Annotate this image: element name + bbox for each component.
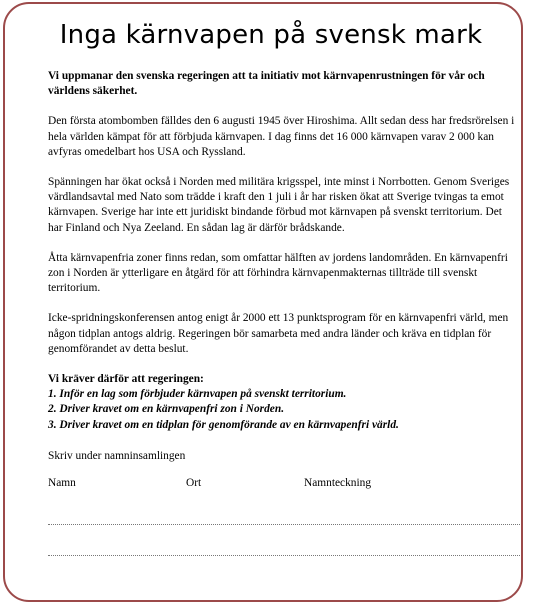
intro-paragraph: Vi uppmanar den svenska regeringen att ta initiativ mot kärnvapenrustningen för vår och världens säkerhet. [48, 70, 485, 98]
paragraph-history: Den första atombomben fälldes den 6 augusti 1945 över Hiroshima. Allt sedan dess har fredsrörelsen i hela världen kämpat för att förbjuda kärnvapen. I dag finns det 16 000 kärnvapen varav 2 000 kan avfyras omedelbart hos USA och Ryssland. [48, 115, 515, 158]
demands-heading: Vi kräver därför att regeringen: [48, 373, 204, 386]
column-name-label: Namn [48, 477, 76, 490]
petition-body [48, 69, 518, 492]
paragraph-npt: Icke-spridningskonferensen antog enigt år 2000 ett 13 punktsprogram för en kärnvapenfri värld, men någon tidplan antogs aldrig. Regeringen bör samarbeta med andra länder och kräva en tidplan för genomförandet av detta beslut. [48, 312, 509, 355]
column-place-label: Ort [186, 477, 202, 490]
column-signature-label: Namnteckning [304, 477, 372, 490]
signature-line[interactable] [48, 555, 520, 556]
sign-prompt: Skriv under namninsamlingen [48, 449, 186, 462]
demand-item: 3. Driver kravet om en tidplan för genomförande av en kärnvapenfri värld. [48, 418, 399, 431]
signature-line[interactable] [48, 524, 520, 525]
page-title: Inga kärnvapen på svensk mark [59, 20, 483, 50]
signature-columns-header [48, 476, 518, 492]
paragraph-zones: Åtta kärnvapenfria zoner finns redan, som omfattar hälften av jordens landområden. En kärnvapenfri zon i Norden är ytterligare en åtgärd för att förhindra kärnvapenmakternas tillträde till svenskt territorium. [48, 251, 508, 295]
paragraph-tension: Spänningen har ökat också i Norden med militära krigsspel, inte minst i Norrbotten. Genom Sveriges värdlandsavtal med Nato som trädde i kraft den 1 juli i år har risken ökat att Sverige tvingas ta emot kärnvapen. Sverige har inte ett juridiskt bindande förbud mot kärnvapen på svenskt territorium. Det har Finland och Nya Zeeland. En sådan lag är därför brådskande. [48, 176, 510, 234]
demand-item: 2. Driver kravet om en kärnvapenfri zon i Norden. [48, 403, 285, 416]
demand-item: 1. Inför en lag som förbjuder kärnvapen på svenskt territorium. [48, 388, 347, 401]
